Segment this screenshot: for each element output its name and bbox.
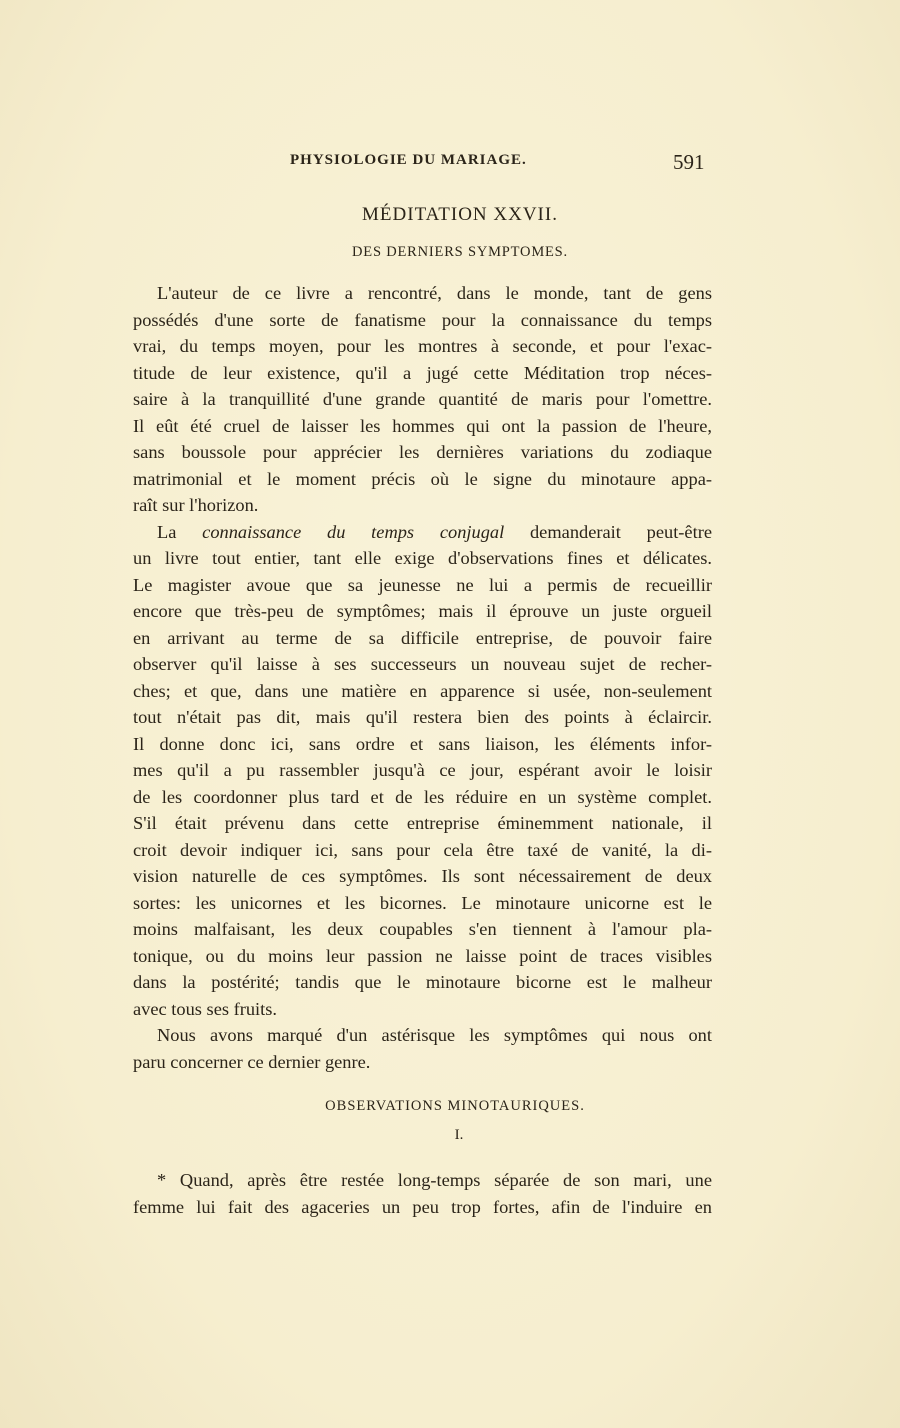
page-number: 591 <box>673 150 705 174</box>
text-line: ches; et que, dans une matière en apparence si usée, non-seulement <box>133 680 712 701</box>
text-line: un livre tout entier, tant elle exige d'observations fines et délicates. <box>133 548 712 568</box>
observation-text <box>133 1167 712 1220</box>
text-line: S'il était prévenu dans cette entreprise éminemment nationale, il <box>133 813 712 833</box>
text-line: possédés d'une sorte de fanatisme pour la connaissance du temps <box>133 309 712 330</box>
body-text <box>133 280 712 1075</box>
text-line: L'auteur de ce livre a rencontré, dans le monde, tant de gens <box>157 283 712 303</box>
section-heading: OBSERVATIONS MINOTAURIQUES. <box>325 1098 585 1114</box>
text-line: croit devoir indiquer ici, sans pour cela être taxé de vanité, la di- <box>133 839 712 860</box>
text-line: moins malfaisant, les deux coupables s'en tiennent à l'amour pla- <box>133 919 712 939</box>
observation-number: I. <box>454 1127 464 1143</box>
text-line: encore que très-peu de symptômes; mais il éprouve un juste orgueil <box>133 601 712 621</box>
text-line: sans boussole pour apprécier les dernières variations du zodiaque <box>133 442 712 462</box>
text-line: Il donne donc ici, sans ordre et sans liaison, les éléments infor- <box>133 733 712 754</box>
text-line: matrimonial et le moment précis où le signe du minotaure appa- <box>133 468 712 489</box>
text-line: de les coordonner plus tard et de les réduire en un système complet. <box>133 786 712 807</box>
text-line: titude de leur existence, qu'il a jugé cette Méditation trop néces- <box>133 362 712 383</box>
chapter-title: MÉDITATION XXVII. <box>362 204 558 225</box>
running-title: PHYSIOLOGIE DU MARIAGE. <box>290 152 527 168</box>
text-line: dans la postérité; tandis que le minotaure bicorne est le malheur <box>133 972 712 992</box>
text-line: Nous avons marqué d'un astérisque les symptômes qui nous ont <box>157 1025 712 1045</box>
text-line: paru concerner ce dernier genre. <box>133 1051 371 1072</box>
text-line: vrai, du temps moyen, pour les montres à seconde, et pour l'exac- <box>133 336 712 356</box>
text-line: saire à la tranquillité d'une grande quantité de maris pour l'omettre. <box>133 389 712 409</box>
text-line: observer qu'il laisse à ses successeurs un nouveau sujet de recher- <box>133 654 712 674</box>
text-line: Le magister avoue que sa jeunesse ne lui a permis de recueillir <box>133 574 712 595</box>
italic-phrase: connaissance du temps conjugal <box>202 521 505 542</box>
text-line: mes qu'il a pu rassembler jusqu'à ce jour, espérant avoir le loisir <box>133 760 712 780</box>
text-line: * Quand, après être restée long-temps séparée de son mari, une <box>157 1170 712 1190</box>
text-line: avec tous ses fruits. <box>133 998 278 1019</box>
text-line: tout n'était pas dit, mais qu'il restera bien des points à éclaircir. <box>133 707 712 727</box>
text-line: Il eût été cruel de laisser les hommes qui ont la passion de l'heure, <box>133 415 712 436</box>
chapter-subtitle: DES DERNIERS SYMPTOMES. <box>352 244 568 260</box>
text-line: raît sur l'horizon. <box>133 495 259 515</box>
text-line: sortes: les unicornes et les bicornes. Le minotaure unicorne est le <box>133 892 712 913</box>
text-line: La connaissance du temps conjugal demanderait peut-être <box>157 521 712 542</box>
text-line: en arrivant au terme de sa difficile entreprise, de pouvoir faire <box>133 627 712 648</box>
text-line: femme lui fait des agaceries un peu trop fortes, afin de l'induire en <box>133 1196 712 1217</box>
text-line: tonique, ou du moins leur passion ne laisse point de traces visibles <box>133 945 712 966</box>
text-line: vision naturelle de ces symptômes. Ils sont nécessairement de deux <box>133 866 712 886</box>
